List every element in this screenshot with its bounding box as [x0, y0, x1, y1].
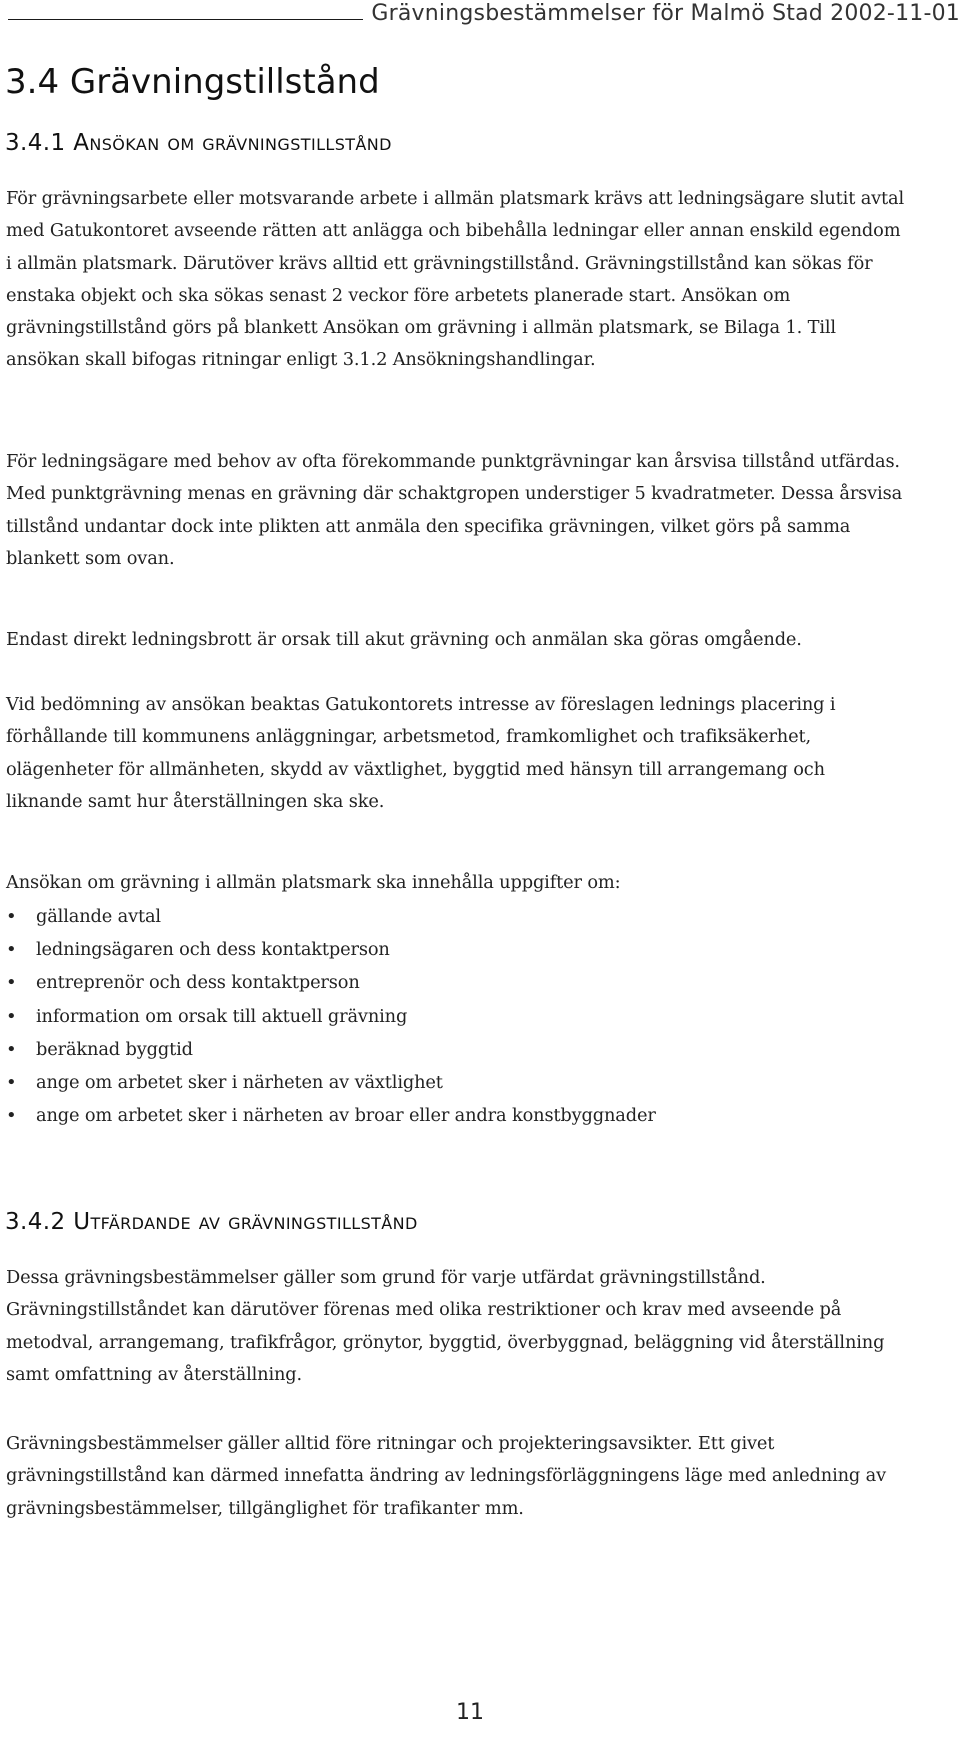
list-item-text: ange om arbetet sker i närheten av broar eller andra konstbyggnader	[36, 1105, 656, 1127]
section-heading-issuance: 3.4.2 Utfärdande av grävningstillstånd	[5, 1209, 418, 1235]
list-item	[6, 1066, 656, 1099]
bullet-icon: •	[6, 906, 17, 928]
page-number: 11	[456, 1700, 484, 1725]
list-item-text: entreprenör och dess kontaktperson	[36, 972, 360, 994]
list-item	[6, 1099, 656, 1132]
list-item-text: information om orsak till aktuell grävning	[36, 1005, 408, 1027]
paragraph-issuance-basis: Dessa grävningsbestämmelser gäller som grund för varje utfärdat grävningstillstånd. Grävningstillståndet kan därutöver förenas med olika restriktioner och krav med avseende på metodval, arrangemang, trafikfrågor, grönytor, byggtid, överbyggnad, beläggning vid återställning samt omfattning av återställning.	[6, 1267, 885, 1385]
list-item	[6, 1000, 656, 1033]
section-heading-application: 3.4.1 Ansökan om grävningstillstånd	[5, 130, 392, 156]
running-header	[8, 2, 960, 26]
running-title: Grävningsbestämmelser för Malmö Stad 2002-11-01	[371, 1, 960, 26]
chapter-title: 3.4 Grävningstillstånd	[5, 62, 380, 102]
list-item-text: beräknad byggtid	[36, 1038, 193, 1060]
bullet-icon: •	[6, 1038, 17, 1060]
list-item	[6, 1033, 656, 1066]
application-requirements-list	[6, 900, 656, 1132]
list-item	[6, 900, 656, 933]
bullet-icon: •	[6, 1072, 17, 1094]
paragraph-annual-permits: För ledningsägare med behov av ofta förekommande punktgrävningar kan årsvisa tillstånd utfärdas. Med punktgrävning menas en grävning där schaktgropen understiger 5 kvadratmeter. Dessa årsvisa tillstånd undantar dock inte plikten att anmäla den specifika grävningen, vilket görs på samma blankett som ovan.	[6, 451, 903, 569]
bullet-icon: •	[6, 1005, 17, 1027]
list-item-text: ange om arbetet sker i närheten av växtlighet	[36, 1072, 443, 1094]
bullet-icon: •	[6, 939, 17, 961]
list-item	[6, 933, 656, 966]
paragraph-precedence: Grävningsbestämmelser gäller alltid före ritningar och projekteringsavsikter. Ett givet grävningstillstånd kan därmed innefatta ändring av ledningsförläggningens läge med anledning av grävningsbestämmelser, tillgänglighet för trafikanter mm.	[6, 1433, 887, 1519]
bullet-icon: •	[6, 972, 17, 994]
list-item-text: ledningsägaren och dess kontaktperson	[36, 939, 390, 961]
list-item	[6, 966, 656, 999]
paragraph-emergency-digging: Endast direkt ledningsbrott är orsak till akut grävning och anmälan ska göras omgående.	[6, 629, 802, 650]
header-rule	[8, 19, 363, 20]
paragraph-assessment: Vid bedömning av ansökan beaktas Gatukontorets intresse av föreslagen lednings placering i förhållande till kommunens anläggningar, arbetsmetod, framkomlighet och trafiksäkerhet, olägenheter för allmänheten, skydd av växtlighet, byggtid med hänsyn till arrangemang och liknande samt hur återställningen ska ske.	[6, 694, 836, 812]
bullet-icon: •	[6, 1105, 17, 1127]
paragraph-permit-requirement: För grävningsarbete eller motsvarande arbete i allmän platsmark krävs att ledningsägare slutit avtal med Gatukontoret avseende rätten att anlägga och bibehålla ledningar eller annan enskild egendom i allmän platsmark. Därutöver krävs alltid ett grävningstillstånd. Grävningstillstånd kan sökas för enstaka objekt och ska sökas senast 2 veckor före arbetets planerade start. Ansökan om grävningstillstånd görs på blankett Ansökan om grävning i allmän platsmark, se Bilaga 1. Till ansökan skall bifogas ritningar enligt 3.1.2 Ansökningshandlingar.	[6, 188, 905, 371]
paragraph-application-contents: Ansökan om grävning i allmän platsmark ska innehålla uppgifter om:	[6, 872, 621, 893]
list-item-text: gällande avtal	[36, 906, 161, 928]
